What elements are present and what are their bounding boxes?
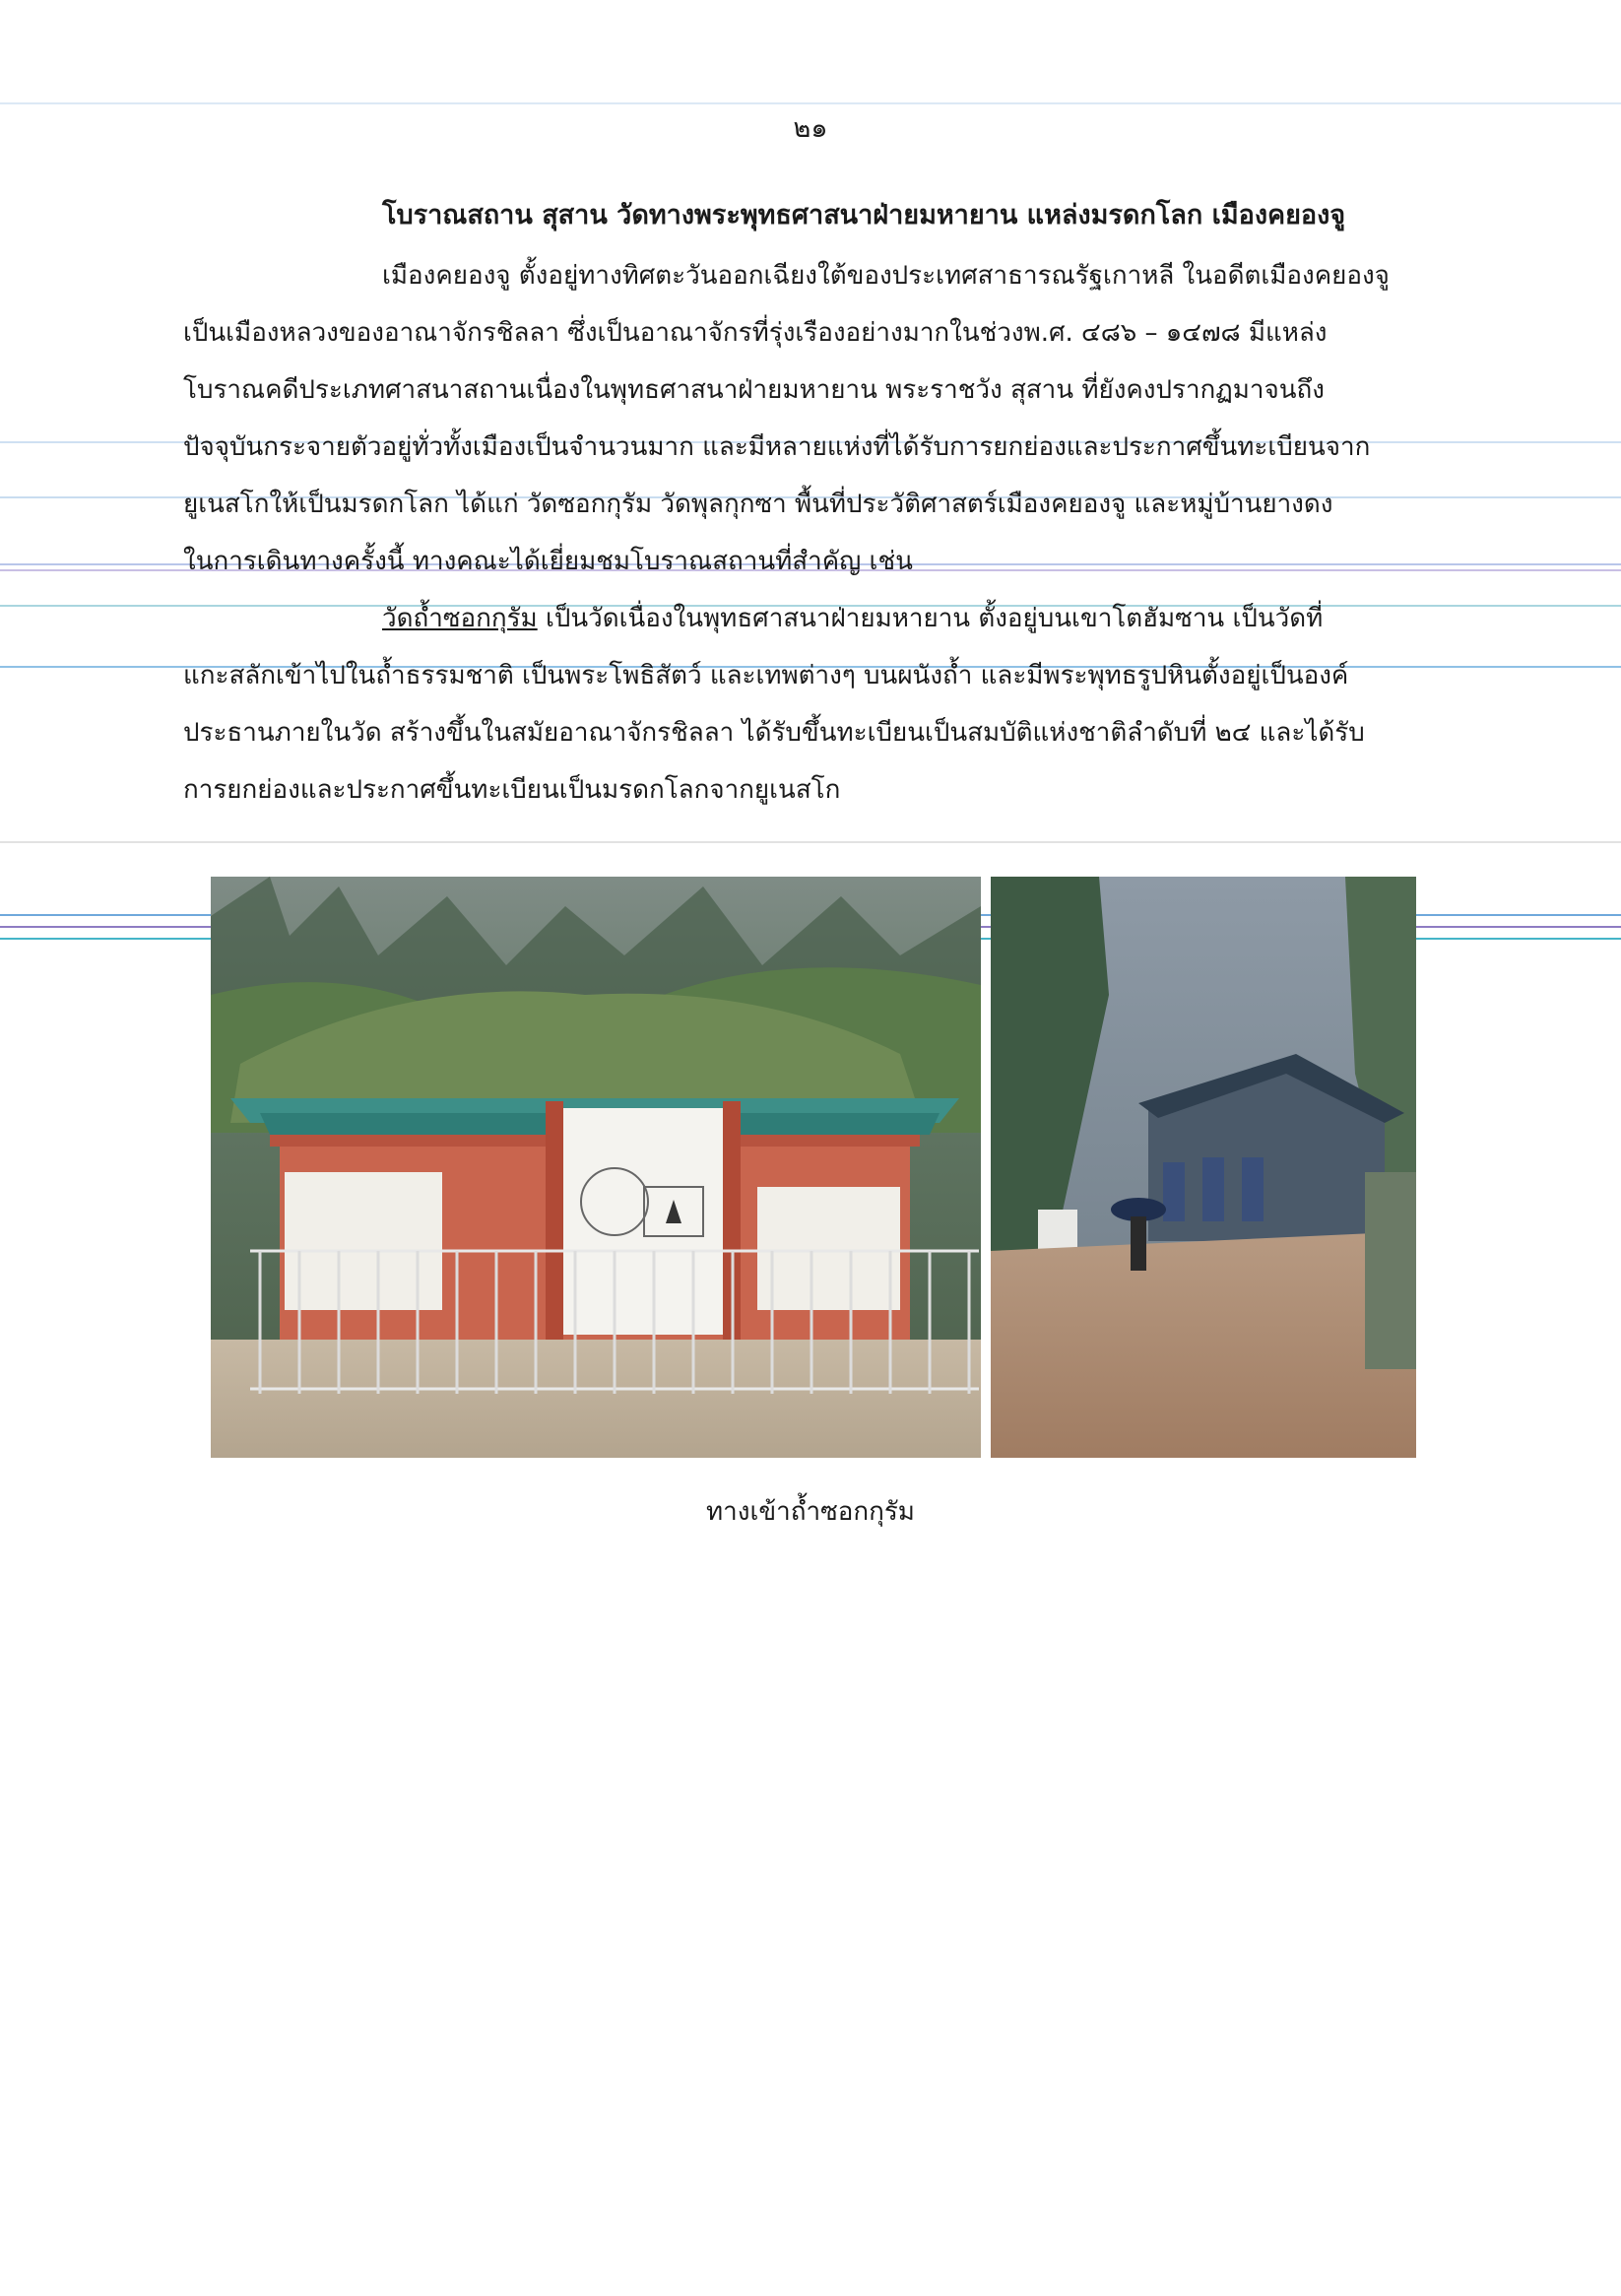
section-heading: โบราณสถาน สุสาน วัดทางพระพุทธศาสนาฝ่ายมหายาน แหล่งมรดกโลก เมืองคยองจู [382,200,1346,230]
underlined-term: วัดถ้ำซอกกุรัม [382,604,538,633]
paragraph-line: ในการเดินทางครั้งนี้ ทางคณะได้เยี่ยมชมโบราณสถานที่สำคัญ เช่น [183,547,913,576]
paragraph-line [382,598,1323,638]
paragraph-line: ประธานภายในวัด สร้างขึ้นในสมัยอาณาจักรชิลลา ได้รับขึ้นทะเบียนเป็นสมบัติแห่งชาติลำดับที่ ๒๔ และได้รับ [183,718,1365,748]
temple-path-in-fog-photo [991,877,1416,1458]
paragraph-line: การยกย่องและประกาศขึ้นทะเบียนเป็นมรดกโลกจากยูเนสโก [183,775,841,805]
paragraph-line: ปัจจุบันกระจายตัวอยู่ทั่วทั้งเมืองเป็นจำนวนมาก และมีหลายแห่งที่ได้รับการยกย่องและประกาศขึ้นทะเบียนจาก [183,432,1371,462]
scan-line [0,841,1621,843]
page-number: ๒๑ [793,113,828,144]
paragraph-line: แกะสลักเข้าไปในถ้ำธรรมชาติ เป็นพระโพธิสัตว์ และเทพต่างๆ บนผนังถ้ำ และมีพระพุทธรูปหินตั้งอยู่เป็นองค์ [183,661,1349,690]
paragraph-line: เมืองคยองจู ตั้งอยู่ทางทิศตะวันออกเฉียงใต้ของประเทศสาธารณรัฐเกาหลี ในอดีตเมืองคยองจู [382,261,1390,291]
photo-caption: ทางเข้าถ้ำซอกกุรัม [706,1497,915,1527]
paragraph-line: เป็นเมืองหลวงของอาณาจักรชิลลา ซึ่งเป็นอาณาจักรที่รุ่งเรืองอย่างมากในช่วงพ.ศ. ๔๘๖ – ๑๔๗๘ มีแหล่ง [183,318,1328,348]
paragraph-line: ยูเนสโกให้เป็นมรดกโลก ได้แก่ วัดซอกกุรัม วัดพุลกุกซา พื้นที่ประวัติศาสตร์เมืองคยองจู และหมู่บ้านยางดง [183,490,1333,519]
cave-entrance-shrine-photo [211,877,981,1458]
paragraph-line-rest: เป็นวัดเนื่องในพุทธศาสนาฝ่ายมหายาน ตั้งอยู่บนเขาโตฮัมซาน เป็นวัดที่ [537,604,1324,633]
scan-line [0,102,1621,104]
paragraph-line: โบราณคดีประเภทศาสนาสถานเนื่องในพุทธศาสนาฝ่ายมหายาน พระราชวัง สุสาน ที่ยังคงปรากฏมาจนถึง [183,375,1325,405]
